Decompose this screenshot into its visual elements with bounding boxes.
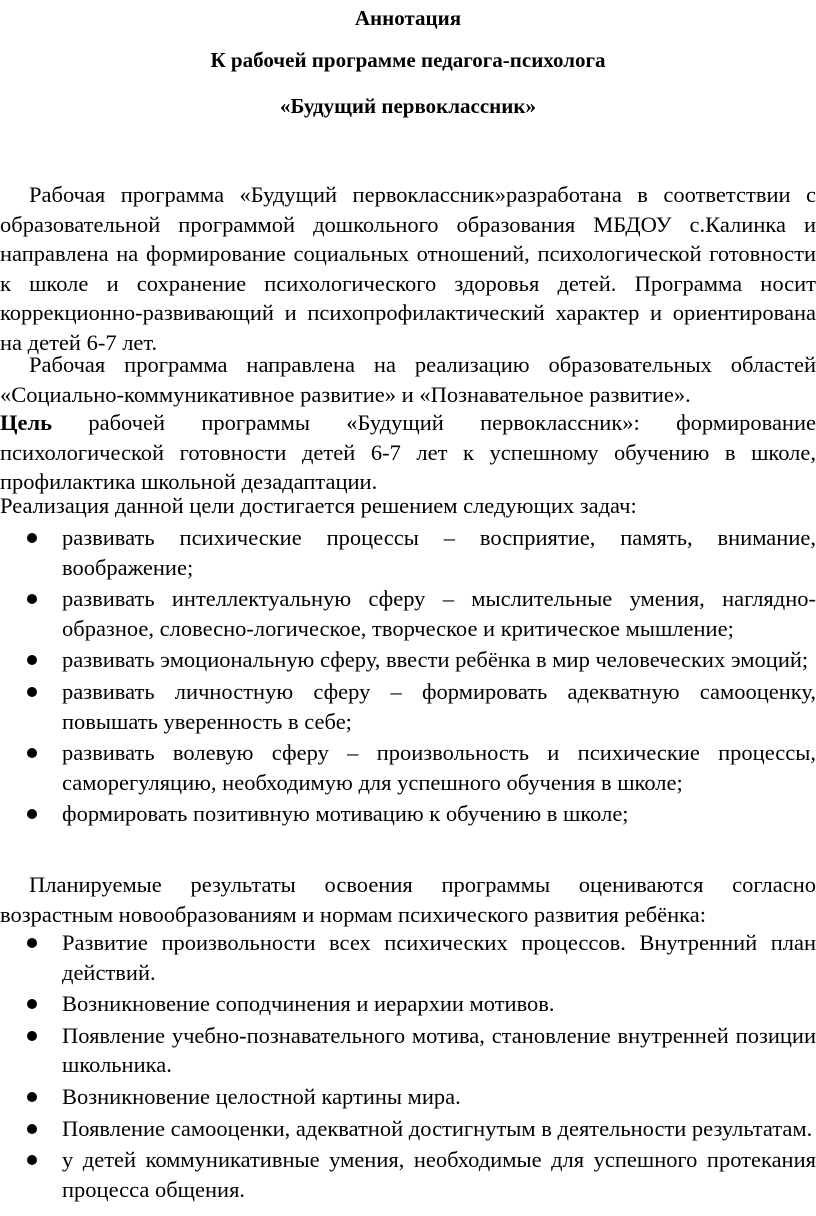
- bullet-icon: [27, 748, 37, 758]
- list-item: Развитие произвольности всех психических процессов. Внутренний план действий.: [0, 928, 816, 987]
- results-list: [0, 928, 816, 1204]
- tasks-intro: Реализация данной цели достигается решением следующих задач:: [0, 493, 637, 518]
- areas-paragraph: Рабочая программа направлена на реализацию образовательных областей «Социально-коммуникативное развитие» и «Познавательное развитие».: [0, 352, 816, 407]
- program-name: «Будущий первоклассник»: [280, 94, 536, 118]
- list-item: развивать интеллектуальную сферу – мыслительные умения, наглядно-образное, словесно-логическое, творческое и критическое мышление;: [0, 584, 816, 643]
- list-item: Возникновение целостной картины мира.: [0, 1082, 816, 1112]
- bullet-icon: [27, 687, 37, 697]
- bullet-icon: [27, 1155, 37, 1165]
- list-item: формировать позитивную мотивацию к обучению в школе;: [0, 799, 816, 829]
- list-item: развивать эмоциональную сферу, ввести ребёнка в мир человеческих эмоций;: [0, 645, 816, 675]
- list-item: развивать личностную сферу – формировать адекватную самооценку, повышать уверенность в себе;: [0, 677, 816, 736]
- bullet-icon: [27, 999, 37, 1009]
- results-intro: Планируемые результаты освоения программы оцениваются согласно возрастным новообразованиям и нормам психического развития ребёнка:: [0, 872, 816, 927]
- intro-paragraph: Рабочая программа «Будущий первоклассник»разработана в соответствии с образовательной программой дошкольного образования МБДОУ с.Калинка и направлена на формирование социальных отношений, психологической готовности к школе и сохранение психологического здоровья детей. Программа носит коррекционно-развивающий и психопрофилактический характер и ориентирована на детей 6-7 лет.: [0, 182, 816, 355]
- list-item: Появление учебно-познавательного мотива, становление внутренней позиции школьника.: [0, 1021, 816, 1080]
- list-item: развивать психические процессы – восприятие, память, внимание, воображение;: [0, 523, 816, 582]
- tasks-list: [0, 523, 816, 829]
- list-item: развивать волевую сферу – произвольность и психические процессы, саморегуляцию, необходимую для успешного обучения в школе;: [0, 738, 816, 797]
- bullet-icon: [27, 594, 37, 604]
- list-item: Появление самооценки, адекватной достигнутым в деятельности результатам.: [0, 1114, 816, 1144]
- list-item: у детей коммуникативные умения, необходимые для успешного протекания процесса общения.: [0, 1145, 816, 1204]
- document-title: Аннотация: [354, 6, 462, 30]
- goal-text: рабочей программы «Будущий первоклассник»: формирование психологической готовности детей 6-7 лет к успешному обучению в школе, профилактика школьной дезадаптации.: [0, 410, 816, 495]
- list-item: Возникновение соподчинения и иерархии мотивов.: [0, 989, 816, 1019]
- bullet-icon: [27, 1031, 37, 1041]
- bullet-icon: [27, 1124, 37, 1134]
- bullet-icon: [27, 1092, 37, 1102]
- bullet-icon: [27, 655, 37, 665]
- bullet-icon: [27, 533, 37, 543]
- document-subtitle: К рабочей программе педагога-психолога: [210, 48, 606, 72]
- bullet-icon: [27, 938, 37, 948]
- bullet-icon: [27, 809, 37, 819]
- goal-label: Цель: [0, 410, 53, 435]
- goal-paragraph: [0, 408, 816, 497]
